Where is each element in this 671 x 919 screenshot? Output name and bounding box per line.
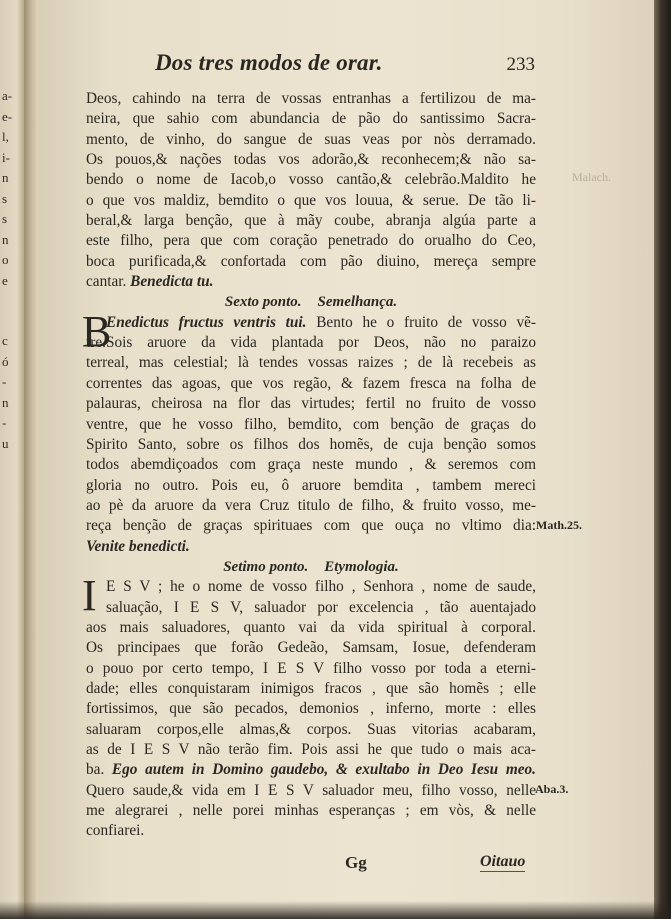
drop-cap: I <box>82 571 97 621</box>
text-line: saluaram corpos,elle almas,& corpos. Suas vitorias acabaram, <box>86 720 536 738</box>
text-line: as de I E S V não terão fim. Pois assi he que tudo o mais aca- <box>86 741 536 758</box>
scan-bottom-shadow <box>0 901 671 919</box>
facing-page-text-fragment: c <box>2 333 8 348</box>
latin-quote: Venite benedicti. <box>86 537 190 555</box>
line-text: cantar. <box>86 273 127 291</box>
paragraph-2-lines <box>86 333 536 536</box>
latin-quote: Benedicta tu. <box>130 273 214 291</box>
line-text: Bento he o fruito de vosso vẽ- <box>316 313 536 331</box>
line-text: ba. <box>86 761 105 779</box>
latin-quote: Enedictus fructus ventris tui. <box>106 313 307 331</box>
drop-cap: B <box>82 306 112 356</box>
facing-page-text-fragment: s <box>2 211 8 226</box>
text-line <box>86 537 536 557</box>
text-line <box>86 760 536 780</box>
page-header <box>155 50 535 80</box>
page-number: 233 <box>506 54 535 75</box>
facing-page-text-fragment: - <box>2 415 7 430</box>
facing-page-text-fragment: e <box>2 272 8 288</box>
text-line: bendo o nome de Iacob,o vosso cantão,& celebrão.Maldito he <box>86 171 536 189</box>
margin-note-faint: Malach. <box>572 170 611 184</box>
text-line: mento, de vinho, do sangue de suas veas por nòs derramado. <box>86 130 536 148</box>
text-line: confiarei. <box>86 822 145 840</box>
text-line: este filho, pera que com coração penetrado do orualho do Ceo, <box>86 232 536 250</box>
facing-page-text-fragment: i- <box>2 149 10 165</box>
facing-page-text-fragment: e- <box>2 108 13 124</box>
heading-number: Sexto ponto. <box>224 294 302 311</box>
text-line <box>86 313 536 333</box>
text-line: ventre, que he vosso filho, bemdito, com benção de graças do <box>86 415 536 433</box>
text-line: gloria no outro. Pois eu, ô aruore bemdita , tambem mereci <box>86 476 536 494</box>
heading-title: Etymologia. <box>324 558 399 575</box>
paragraph-3-closing <box>86 781 536 822</box>
text-line: boca purificada,& confortada com pão diuino, mereça sempre <box>86 252 536 270</box>
text-line: me alegrarei , nelle porei minhas esperanças ; em vòs, & nelle <box>86 802 536 820</box>
paragraph-3-lines <box>86 618 536 760</box>
text-line: Deos, cahindo na terra de vossas entranhas a fertilizou de ma- <box>86 90 536 107</box>
margin-note-scripture-ref: Aba.3. <box>535 782 569 796</box>
text-line: Os principaes que forão Gedeão, Samsam, Iosue, defenderam <box>86 639 536 657</box>
text-line: tre.Sois aruore da vida plantada por Deos, não no paraizo <box>86 334 536 352</box>
heading-title: Semelhança. <box>317 294 398 311</box>
facing-page-text-fragment: a- <box>2 88 13 103</box>
text-line: saluação, I E S V, saluador por excelencia , tão auentajado <box>106 598 536 616</box>
text-line: terreal, mas celestial; là tendes vossas raizes ; de là recebeis as <box>86 354 536 372</box>
text-line: neira, que sahio com abundancia de pão do santissimo Sacra- <box>86 110 536 128</box>
text-line: reça benção de graças spirituaes com que ouça no vltimo dia: <box>86 517 536 535</box>
book-gutter <box>24 0 38 919</box>
text-line: Spirito Santo, sobre os filhos dos homẽs, de cuja benção somos <box>86 435 536 453</box>
text-line: correntes das agoas, que vos regão, & fazem fresca na folha de <box>86 374 536 392</box>
text-line: o que vos maldiz, bemdito o que vos louua, & serue. De tão li- <box>86 191 536 209</box>
section-heading-sexto <box>86 292 536 312</box>
heading-number: Setimo ponto. <box>223 558 309 575</box>
text-line: Quero saude,& vida em I E S V saluador meu, filho vosso, nelle <box>86 781 536 799</box>
facing-page-text-fragment: n <box>2 231 9 247</box>
paragraph-1 <box>86 89 536 272</box>
facing-page-text-fragment: o <box>2 252 9 267</box>
running-title: Dos tres modos de orar. <box>155 50 383 75</box>
catchword: Oitauo <box>480 853 526 870</box>
margin-note-scripture-ref: Math.25. <box>536 518 582 532</box>
text-line: Os pouos,& nações todas vos adorão,& reconhecem;& não sa- <box>86 151 536 169</box>
paragraph-2 <box>82 306 536 557</box>
text-line: dade; elles conquistaram inimigos fracos , que são homẽs ; elle <box>86 679 536 697</box>
page-edge-shadow <box>654 0 671 919</box>
text-line: palauras, cheirosa na flor das virtudes; fertil no fruito de vosso <box>86 395 536 413</box>
text-line: E S V ; he o nome de vosso filho , Senhora , nome de saude, <box>106 578 536 596</box>
section-heading-setimo <box>86 557 536 577</box>
text-line <box>86 272 536 292</box>
facing-page-text-fragment: ó <box>2 353 9 369</box>
facing-page-text-fragment: l, <box>2 129 9 144</box>
facing-page-text-fragment: s <box>2 190 8 206</box>
facing-page-text-fragment: n <box>2 394 9 410</box>
text-line: fortissimos, que são pecados, demonios , inferno, morte : elles <box>86 700 536 718</box>
page-body <box>82 89 536 842</box>
latin-quote: Ego autem in Domino gaudebo, & exultabo in Deo Iesu meo. <box>111 761 536 779</box>
facing-page-text-fragment: - <box>2 374 7 389</box>
facing-page-edge <box>0 0 24 919</box>
text-line: aos mais saluadores, quanto vai da vida spiritual à corporal. <box>86 618 536 636</box>
paragraph-3 <box>82 571 536 841</box>
text-line: beral,& larga benção, que à mãy coube, abranja algúa parte a <box>86 212 536 230</box>
text-line: o pouo por certo tempo, I E S V filho vosso por toda a eterni- <box>86 659 536 677</box>
signature-mark: Gg <box>345 853 367 872</box>
facing-page-text-fragment: n <box>2 170 9 185</box>
text-line: ao pè da aruore da vera Cruz titulo de filho, & fruito vosso, me- <box>86 496 536 514</box>
facing-page-text-fragment: u <box>2 435 9 451</box>
text-line: todos abemdiçoados com graça neste mundo , & seremos com <box>86 456 536 474</box>
